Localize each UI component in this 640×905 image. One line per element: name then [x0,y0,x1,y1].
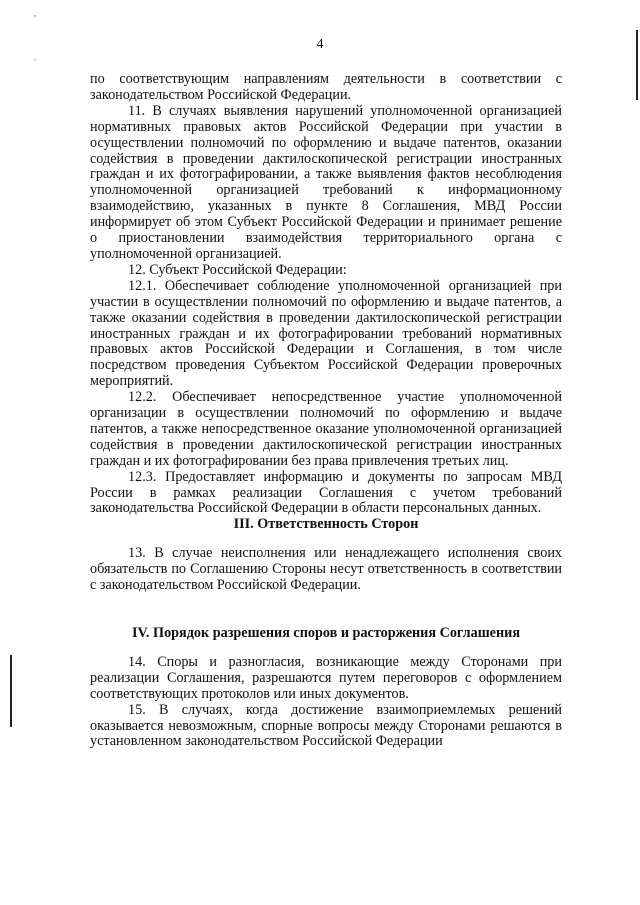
scan-mark: ˛ [34,52,37,61]
paragraph-12: 12. Субъект Российской Федерации: [128,261,347,278]
paragraph-12-2: 12.2. Обеспечивает непосредственное участие уполномоченной организации в осуществлении полномочий по оформлению и выдаче патентов, а также непосредственное оказание уполномоченной организацией содействия в проведении дактилоскопической регистрации иностранных граждан и их фотографировании без права привлечения третьих лиц. [90,389,562,469]
paragraph-12-3: 12.3. Предоставляет информацию и документы по запросам МВД России в рамках реализации Соглашения с учетом требований законодательства Российской Федерации в области персональных данных. [90,468,562,517]
paragraph-12-1: 12.1. Обеспечивает соблюдение уполномоченной организацией при участии в осуществлении полномочий по оформлению и выдаче патентов, а также оказании содействия в проведении дактилоскопической регистрации иностранных граждан и их фотографировании требований нормативных правовых актов Российской Федерации и Соглашения, в том числе посредством проведения Субъектом Российской Федерации проверочных мероприятий. [90,277,562,390]
paragraph-15: 15. В случаях, когда достижение взаимоприемлемых решений оказывается невозможным, спорные вопросы между Сторонами решаются в установленном законодательством Российской Федерации [90,701,562,750]
page-number: 4 [316,37,324,52]
document-body [90,72,562,750]
paragraph-13: 13. В случае неисполнения или ненадлежащего исполнения своих обязательств по Соглашению Стороны несут ответственность в соответствии с законодательством Российской Федерации. [90,545,562,594]
spacer [90,594,562,626]
scan-edge-line [10,655,12,727]
paragraph-continuation: по соответствующим направлениям деятельности в соответствии с законодательством Российской Федерации. [90,71,562,103]
spacer [90,642,562,655]
paragraph-14: 14. Споры и разногласия, возникающие между Сторонами при реализации Соглашения, разрешаются путем переговоров с оформлением соответствующих протоколов или иных документов. [90,653,562,702]
section-heading-iv: IV. Порядок разрешения споров и расторжения Соглашения [132,625,520,641]
paragraph-11: 11. В случаях выявления нарушений уполномоченной организацией нормативных правовых актов Российской Федерации при участии в осуществлении полномочий по оформлению и выдаче патентов, оказании содействия в проведении дактилоскопической регистрации иностранных граждан и их фотографировании, а также выявления фактов несоблюдения уполномоченной организацией требований к информационному взаимодействию, указанных в пункте 8 Соглашения, МВД России информирует об этом Субъект Российской Федерации и принимает решение о приостановлении взаимодействия территориального органа с уполномоченной организацией. [90,102,562,262]
scan-mark: ˇ [34,14,37,23]
section-heading-iii: III. Ответственность Сторон [233,516,419,533]
